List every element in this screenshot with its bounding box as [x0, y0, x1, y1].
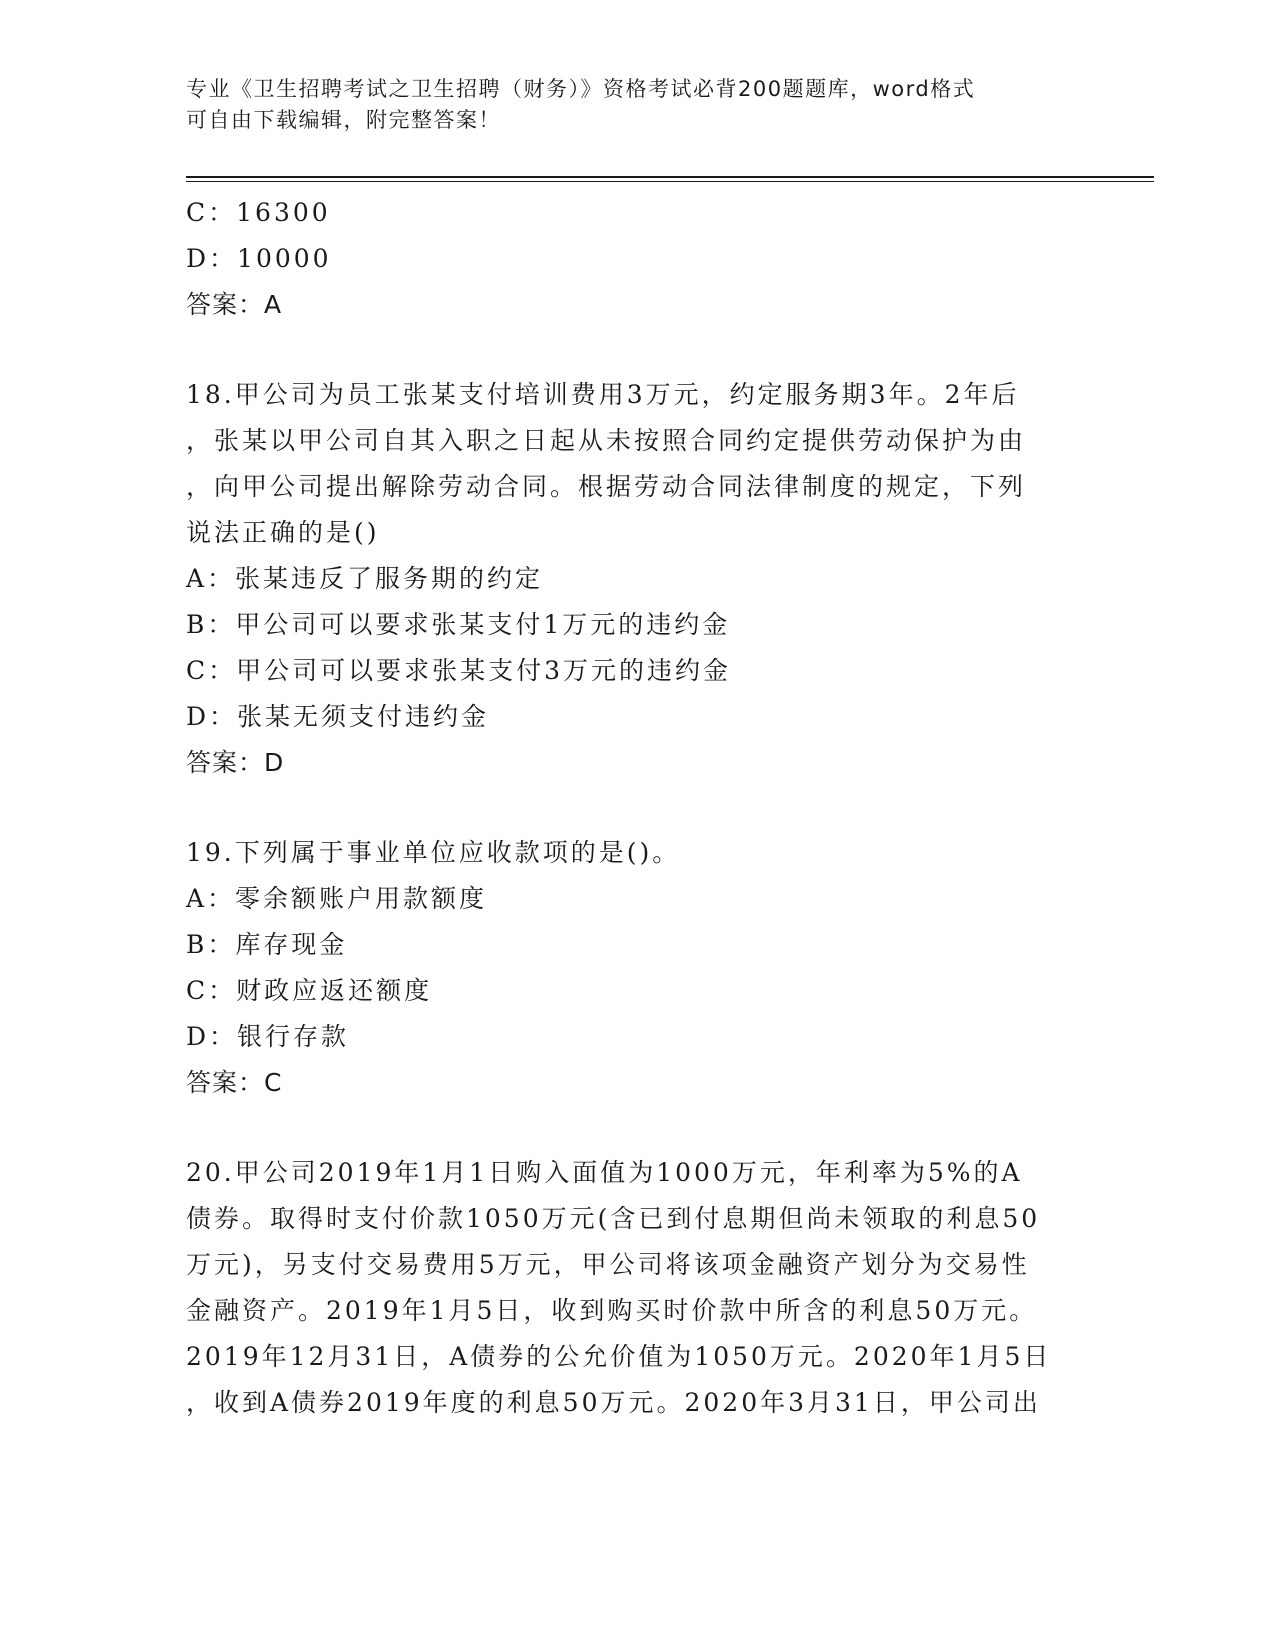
option-a: A：张某违反了服务期的约定: [186, 564, 544, 593]
option-d: D：张某无须支付违约金: [186, 702, 490, 731]
option-d: D：银行存款: [186, 1022, 350, 1051]
header-title-line-2: 可自由下载编辑，附完整答案！: [186, 108, 501, 132]
question-17-tail: [186, 190, 1076, 328]
question-stem-line: 19.下列属于事业单位应收款项的是()。: [186, 838, 681, 867]
question-stem-line: ，收到A债券2019年度的利息50万元。2020年3月31日，甲公司出: [186, 1388, 1041, 1417]
question-stem-line: 说法正确的是(): [186, 518, 380, 547]
answer-line: 答案：C: [186, 1068, 283, 1097]
question-19: [186, 830, 1076, 1106]
question-stem-line: 20.甲公司2019年1月1日购入面值为1000万元，年利率为5%的A: [186, 1158, 1023, 1187]
spacer: [186, 786, 1076, 830]
option-d: D：10000: [186, 244, 332, 273]
option-b: B：库存现金: [186, 930, 348, 959]
header-divider-thin: [186, 181, 1154, 182]
option-b: B：甲公司可以要求张某支付1万元的违约金: [186, 610, 731, 639]
option-a: A：零余额账户用款额度: [186, 884, 488, 913]
question-stem-line: ，张某以甲公司自其入职之日起从未按照合同约定提供劳动保护为由: [186, 426, 1027, 455]
option-c: C：甲公司可以要求张某支付3万元的违约金: [186, 656, 732, 685]
answer-line: 答案：A: [186, 290, 283, 319]
question-20: [186, 1150, 1076, 1426]
header-divider-thick: [186, 176, 1154, 178]
question-18: [186, 372, 1076, 786]
answer-line: 答案：D: [186, 748, 285, 777]
page-header: [186, 74, 1066, 136]
question-stem-line: 债券。取得时支付价款1050万元(含已到付息期但尚未领取的利息50: [186, 1204, 1041, 1233]
question-stem-line: 金融资产。2019年1月5日，收到购买时价款中所含的利息50万元。: [186, 1296, 1038, 1325]
option-c: C：16300: [186, 198, 331, 227]
document-body: [186, 190, 1076, 1426]
question-stem-line: 万元)，另支付交易费用5万元，甲公司将该项金融资产划分为交易性: [186, 1250, 1030, 1279]
spacer: [186, 1106, 1076, 1150]
spacer: [186, 328, 1076, 372]
option-c: C：财政应返还额度: [186, 976, 433, 1005]
question-stem-line: 2019年12月31日，A债券的公允价值为1050万元。2020年1月5日: [186, 1342, 1052, 1371]
header-title-line-1: 专业《卫生招聘考试之卫生招聘（财务）》资格考试必背200题题库，word格式: [186, 77, 976, 101]
question-stem-line: 18.甲公司为员工张某支付培训费用3万元，约定服务期3年。2年后: [186, 380, 1020, 409]
question-stem-line: ，向甲公司提出解除劳动合同。根据劳动合同法律制度的规定，下列: [186, 472, 1027, 501]
